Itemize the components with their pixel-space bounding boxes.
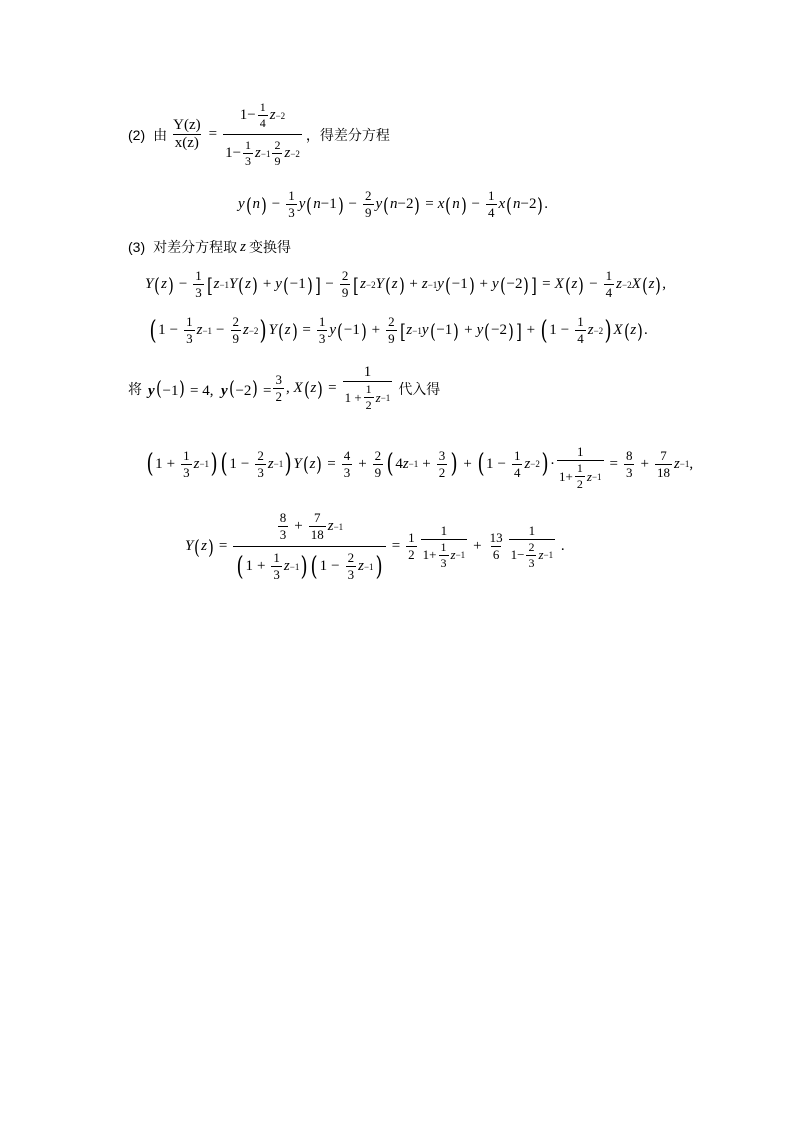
ratio-numerator: Y(z) xyxy=(173,117,201,133)
final-result: Y ( z ) = $\frac{8}{3}$ + $\frac{7}{18}$ z −1 ( 1 + $\frac{1}{3}$ z −1 ) ( 1 − $\frac{2}{3}$ z −1 ) = $\frac{1}{2}$ 1 1+ $\frac{1}{3}$ z −1 + $\frac{13}{6}$ 1 1− $\frac{2}{3}$ z −1 . xyxy=(185,510,565,582)
substitute-intro-text: 将 xyxy=(128,381,142,398)
z-transform-equation-2: ( 1 − $\frac{1}{3}$ z −1 − $\frac{2}{9}$ z −2 ) Y ( z ) = $\frac{1}{3}$ y ( −1 ) + $\frac{2}{9}$ [ z −1 y ( −1 ) + y ( −2 ) ] + ( 1 − $\frac{1}{4}$ z −2 ) X ( z ) . xyxy=(149,314,648,346)
ratio-fraction xyxy=(171,117,202,152)
initial-conditions: 将 y(−1) = 4, y(−2) = $\frac{3}{2}$ , X ( z ) = 1 1 + $\frac{1}{2}$ z −1 代入得 xyxy=(128,364,441,412)
part2-system-function: (2) 由 $\frac{Y(z)}{x(z)}$ = 1− $\frac{1}{4}$ z −2 1− $\frac{1}{3}$ z −1 $\frac{2}{9}$ z −2 ，得差分方程 xyxy=(128,100,390,168)
z-transform-equation-1: Y ( z ) − $\frac{1}{3}$ [ z −1 Y ( z ) + y ( −1 ) ] − $\frac{2}{9}$ [ z −2 Y ( z ) + z −1 y ( −1 ) + y ( −2 ) ] = X ( z ) − $\frac{1}{4}$ z −2 X ( z ) , xyxy=(145,268,666,300)
part3-label: (3) xyxy=(128,239,146,255)
part2-intro-text: 由 xyxy=(153,127,168,144)
substitute-tail-text: 代入得 xyxy=(398,381,441,398)
transfer-function-fraction: 1− $\frac{1}{4}$ z −2 1− $\frac{1}{3}$ z −1 $\frac{2}{9}$ z −2 xyxy=(225,100,300,168)
input-transform-fraction: 1 1 + $\frac{1}{2}$ z −1 xyxy=(344,364,391,412)
ratio-denominator: x(z) xyxy=(174,135,199,151)
result-fraction: $\frac{8}{3}$ + $\frac{7}{18}$ z −1 ( 1 + $\frac{1}{3}$ z −1 ) ( 1 − $\frac{2}{3}$ z −1 ) xyxy=(233,510,385,583)
part3-heading-tail: 变换得 xyxy=(248,240,291,256)
part2-label: (2) xyxy=(128,126,146,143)
difference-equation: y ( n ) − $\frac{1}{3}$ y ( n −1 ) − $\frac{2}{9}$ y ( n −2 ) = x ( n ) − $\frac{1}{4}$ x ( n −2 ) . xyxy=(238,188,549,220)
part3-heading-var: z xyxy=(240,238,246,255)
substituted-equation: ( 1 + $\frac{1}{3}$ z −1 ) ( 1 − $\frac{2}{3}$ z −1 ) Y ( z ) = $\frac{4}{3}$ + $\frac{2}{9}$ ( 4 z −1 + $\frac{3}{2}$ ) + ( 1 − $\frac{1}{4}$ z −2 ) · 1 1+ $\frac{1}{2}$ z −1 = $\frac{8}{3}$ + $\frac{7}{18}$ z −1 , xyxy=(146,444,694,491)
part3-heading xyxy=(128,237,291,257)
part2-tail-text: ，得差分方程 xyxy=(305,127,390,144)
part3-heading-text: 对差分方程取 xyxy=(153,240,238,256)
